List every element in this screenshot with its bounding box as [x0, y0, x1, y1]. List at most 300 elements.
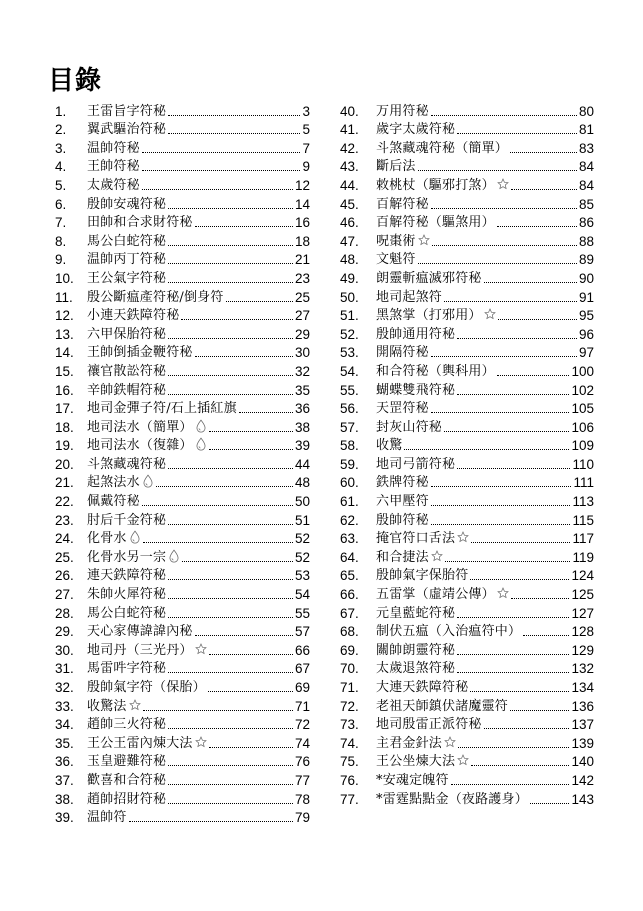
- entry-title: 殷帥氣字保胎符: [376, 568, 469, 584]
- dot-leader: [444, 301, 577, 302]
- entry-title: 斗煞藏魂符秘（簡單）: [376, 140, 509, 156]
- toc-entry[interactable]: [340, 121, 594, 140]
- dot-leader: [168, 208, 293, 209]
- toc-entry[interactable]: [340, 623, 594, 642]
- entry-number: 49.: [340, 270, 359, 286]
- entry-page-number: 72: [294, 717, 310, 733]
- toc-entry[interactable]: [55, 716, 310, 735]
- toc-entry[interactable]: [340, 548, 594, 567]
- toc-entry[interactable]: [55, 344, 310, 363]
- dot-leader: [129, 821, 293, 822]
- toc-entry[interactable]: [55, 660, 310, 679]
- toc-entry[interactable]: [340, 195, 594, 214]
- entry-title: 王公王雷內煉大法: [87, 735, 193, 751]
- toc-entry[interactable]: [340, 530, 594, 549]
- toc-entry[interactable]: [55, 251, 310, 270]
- entry-page-number: 27: [294, 308, 310, 324]
- dot-leader: [471, 765, 569, 766]
- toc-entry[interactable]: [340, 381, 594, 400]
- entry-title: 禳官散訟符秘: [87, 363, 167, 379]
- star-outline-icon: [457, 530, 469, 548]
- entry-number: 29.: [55, 624, 74, 640]
- entry-title: 連天鉄障符秘: [87, 568, 167, 584]
- entry-title: 百解符秘: [376, 196, 429, 212]
- toc-entry[interactable]: [55, 102, 310, 121]
- star-outline-icon: [195, 735, 207, 753]
- entry-title: 六甲保胎符秘: [87, 326, 167, 342]
- entry-number: 21.: [55, 475, 74, 491]
- entry-page-number: 106: [571, 419, 594, 435]
- toc-entry[interactable]: [55, 697, 310, 716]
- entry-title: 肘后千金符秘: [87, 512, 167, 528]
- dot-leader: [209, 654, 293, 655]
- dot-leader: [168, 617, 293, 618]
- toc-entry[interactable]: [340, 418, 594, 437]
- entry-number: 64.: [340, 549, 359, 565]
- entry-page-number: 91: [578, 289, 594, 305]
- toc-entry[interactable]: [55, 437, 310, 456]
- dot-leader: [195, 356, 293, 357]
- entry-page-number: 7: [302, 140, 310, 156]
- dot-leader: [431, 412, 570, 413]
- entry-number: 36.: [55, 754, 74, 770]
- star-outline-icon: [457, 753, 469, 771]
- entry-page-number: 9: [302, 159, 310, 175]
- toc-entry[interactable]: [55, 158, 310, 177]
- entry-page-number: 142: [571, 772, 594, 788]
- entry-page-number: 90: [578, 270, 594, 286]
- dot-leader: [457, 617, 569, 618]
- toc-entry[interactable]: [55, 548, 310, 567]
- dot-leader: [510, 710, 569, 711]
- toc-entry[interactable]: [340, 567, 594, 586]
- water-drop-icon: [168, 549, 180, 567]
- toc-entry[interactable]: [55, 771, 310, 790]
- toc-entry[interactable]: [55, 418, 310, 437]
- entry-page-number: 83: [578, 140, 594, 156]
- dot-leader: [471, 542, 570, 543]
- dot-leader: [445, 561, 571, 562]
- entry-number: 43.: [340, 159, 359, 175]
- star-outline-icon: [195, 642, 207, 660]
- entry-number: 46.: [340, 215, 359, 231]
- entry-title: 地司丹（三光丹）: [87, 642, 193, 658]
- entry-page-number: 119: [572, 549, 594, 565]
- entry-number: 5.: [55, 177, 67, 193]
- entry-page-number: 134: [571, 680, 594, 695]
- dot-leader: [404, 449, 569, 450]
- toc-entry[interactable]: [340, 660, 594, 679]
- entry-number: 23.: [55, 512, 74, 528]
- entry-number: 62.: [340, 512, 359, 528]
- entry-title: *安魂定魄符: [376, 772, 449, 788]
- entry-number: 63.: [340, 531, 359, 547]
- toc-entry[interactable]: [55, 753, 310, 772]
- entry-title: 斷后法: [376, 159, 416, 175]
- entry-title: 蝴蝶雙飛符秘: [376, 382, 456, 398]
- toc-entry[interactable]: [340, 716, 594, 735]
- entry-number: 8.: [55, 233, 67, 249]
- dot-leader: [168, 524, 293, 525]
- entry-page-number: 66: [294, 642, 310, 658]
- entry-page-number: 35: [294, 382, 310, 398]
- entry-title: 太歲退煞符秘: [376, 661, 456, 677]
- star-outline-icon: [418, 233, 430, 251]
- entry-number: 18.: [55, 419, 74, 435]
- toc-entry[interactable]: [340, 511, 594, 530]
- entry-title: 太歲符秘: [87, 177, 140, 193]
- entry-page-number: 69: [294, 680, 310, 695]
- dot-leader: [168, 115, 300, 116]
- entry-number: 42.: [340, 140, 359, 156]
- entry-number: 11.: [55, 289, 73, 305]
- entry-number: 53.: [340, 345, 359, 361]
- entry-page-number: 76: [294, 754, 310, 770]
- dot-leader: [168, 728, 293, 729]
- dot-leader: [484, 728, 570, 729]
- dot-leader: [168, 133, 300, 134]
- toc-entry[interactable]: [55, 809, 310, 828]
- entry-number: 68.: [340, 624, 359, 640]
- entry-title: 關帥朗靈符秘: [376, 642, 456, 658]
- toc-entry[interactable]: [340, 102, 594, 121]
- entry-page-number: 125: [571, 587, 594, 603]
- entry-title: 敕桃杖（驅邪打煞）: [376, 177, 495, 193]
- entry-title: 殷帥安魂符秘: [87, 196, 167, 212]
- entry-title: 老祖天師鎮伏諸魔靈符: [376, 698, 509, 714]
- dot-leader: [457, 133, 577, 134]
- toc-entry[interactable]: [55, 567, 310, 586]
- toc-entry[interactable]: [55, 288, 310, 307]
- toc-entry[interactable]: [55, 604, 310, 623]
- entry-page-number: 12: [294, 177, 310, 193]
- entry-page-number: 5: [302, 122, 310, 138]
- entry-number: 40.: [340, 103, 359, 119]
- entry-page-number: 50: [294, 494, 310, 510]
- entry-number: 6.: [55, 196, 67, 212]
- toc-entry[interactable]: [340, 232, 594, 251]
- entry-page-number: 32: [294, 363, 310, 379]
- dot-leader: [195, 226, 293, 227]
- entry-page-number: 95: [578, 308, 594, 324]
- entry-page-number: 36: [294, 401, 310, 417]
- toc-entry[interactable]: [55, 474, 310, 493]
- dot-leader: [457, 468, 570, 469]
- toc-entry[interactable]: [55, 641, 310, 660]
- dot-leader: [497, 226, 577, 227]
- dot-leader: [143, 542, 293, 543]
- dot-leader: [523, 635, 569, 636]
- entry-title: 制伏五瘟（入治瘟符中）: [376, 624, 522, 640]
- entry-number: 35.: [55, 735, 74, 751]
- entry-page-number: 52: [294, 549, 310, 565]
- toc-entry[interactable]: [55, 362, 310, 381]
- entry-page-number: 124: [571, 568, 594, 584]
- toc-entry[interactable]: [55, 232, 310, 251]
- entry-number: 38.: [55, 791, 74, 807]
- dot-leader: [168, 263, 293, 264]
- entry-page-number: 102: [571, 382, 594, 398]
- entry-title: 歲字太歲符秘: [376, 122, 456, 138]
- entry-page-number: 97: [578, 345, 594, 361]
- dot-leader: [431, 356, 577, 357]
- toc-entry[interactable]: [340, 176, 594, 195]
- entry-title: 温帥符秘: [87, 140, 140, 156]
- entry-number: 59.: [340, 456, 359, 472]
- dot-leader: [209, 449, 293, 450]
- entry-number: 52.: [340, 326, 359, 342]
- toc-entry[interactable]: [340, 139, 594, 158]
- toc-entry[interactable]: [55, 214, 310, 233]
- dot-leader: [168, 784, 293, 785]
- dot-leader: [156, 486, 293, 487]
- entry-title: 收驚: [376, 438, 403, 454]
- entry-page-number: 137: [571, 717, 594, 733]
- entry-page-number: 127: [571, 605, 594, 621]
- dot-leader: [168, 245, 293, 246]
- toc-entry[interactable]: [340, 251, 594, 270]
- entry-title: 王公坐煉大法: [376, 754, 456, 770]
- star-outline-icon: [444, 735, 456, 753]
- toc-entry[interactable]: [55, 530, 310, 549]
- star-outline-icon: [497, 177, 509, 195]
- entry-number: 50.: [340, 289, 359, 305]
- entry-title: 翼武驅治符秘: [87, 122, 167, 138]
- toc-entry[interactable]: [55, 400, 310, 419]
- toc-entry[interactable]: [340, 697, 594, 716]
- dot-leader: [168, 394, 293, 395]
- dot-leader: [457, 338, 577, 339]
- entry-page-number: 84: [578, 177, 594, 193]
- entry-number: 41.: [340, 122, 359, 138]
- entry-page-number: 39: [294, 438, 310, 454]
- entry-page-number: 44: [294, 456, 310, 472]
- entry-number: 55.: [340, 382, 359, 398]
- entry-title: 地司起煞符: [376, 289, 443, 305]
- toc-entry[interactable]: [340, 604, 594, 623]
- dot-leader: [168, 468, 293, 469]
- entry-page-number: 143: [571, 791, 594, 807]
- toc-entry[interactable]: [340, 288, 594, 307]
- entry-title: 佩戴符秘: [87, 494, 140, 510]
- entry-number: 34.: [55, 717, 74, 733]
- toc-entry[interactable]: [340, 214, 594, 233]
- entry-page-number: 89: [578, 252, 594, 268]
- dot-leader: [530, 803, 570, 804]
- dot-leader: [432, 245, 577, 246]
- entry-title: 地司弓箭符秘: [376, 456, 456, 472]
- toc-entry[interactable]: [55, 455, 310, 474]
- entry-number: 54.: [340, 363, 359, 379]
- entry-title: 化骨水: [87, 531, 127, 547]
- entry-title: 殷帥氣字符（保胎）: [87, 680, 206, 695]
- dot-leader: [431, 505, 571, 506]
- entry-page-number: 14: [294, 196, 310, 212]
- entry-page-number: 85: [578, 196, 594, 212]
- entry-title: 斗煞藏魂符秘: [87, 456, 167, 472]
- entry-title: 主君金針法: [376, 735, 443, 751]
- water-drop-icon: [195, 437, 207, 455]
- toc-right-column: [340, 102, 594, 809]
- entry-page-number: 105: [571, 401, 594, 417]
- toc-entry[interactable]: [340, 753, 594, 772]
- entry-page-number: 38: [294, 419, 310, 435]
- entry-number: 1.: [55, 103, 67, 119]
- toc-entry[interactable]: [55, 139, 310, 158]
- entry-page-number: 88: [578, 233, 594, 249]
- entry-number: 77.: [340, 791, 359, 807]
- entry-number: 70.: [340, 661, 359, 677]
- entry-page-number: 29: [294, 326, 310, 342]
- entry-title: 地司法水（簡單）: [87, 419, 193, 435]
- toc-entry[interactable]: [55, 623, 310, 642]
- toc-entry[interactable]: [340, 307, 594, 326]
- toc-entry[interactable]: [340, 158, 594, 177]
- entry-page-number: 128: [571, 624, 594, 640]
- toc-entry[interactable]: [55, 511, 310, 530]
- entry-page-number: 78: [294, 791, 310, 807]
- toc-entry[interactable]: [340, 269, 594, 288]
- entry-number: 60.: [340, 475, 359, 491]
- entry-title: 馬公白蛇符秘: [87, 233, 167, 249]
- entry-title: 殷帥符秘: [376, 512, 429, 528]
- water-drop-icon: [195, 419, 207, 437]
- entry-page-number: 86: [578, 215, 594, 231]
- entry-number: 27.: [55, 587, 74, 603]
- entry-number: 37.: [55, 772, 74, 788]
- entry-number: 19.: [55, 438, 74, 454]
- dot-leader: [168, 803, 293, 804]
- entry-title: 天心家傳諱諱內秘: [87, 624, 193, 640]
- toc-entry[interactable]: [340, 362, 594, 381]
- entry-number: 75.: [340, 754, 359, 770]
- entry-page-number: 111: [573, 475, 594, 491]
- entry-number: 24.: [55, 531, 74, 547]
- entry-number: 45.: [340, 196, 359, 212]
- entry-number: 31.: [55, 661, 74, 677]
- toc-entry[interactable]: [340, 492, 594, 511]
- toc-entry[interactable]: [55, 678, 310, 697]
- toc-entry[interactable]: [340, 437, 594, 456]
- entry-page-number: 21: [294, 252, 310, 268]
- dot-leader: [168, 282, 293, 283]
- entry-title: 小連天鉄障符秘: [87, 308, 180, 324]
- dot-leader: [457, 394, 569, 395]
- entry-page-number: 132: [571, 661, 594, 677]
- toc-entry[interactable]: [340, 790, 594, 809]
- page-title: 目錄: [48, 66, 103, 96]
- entry-page-number: 55: [294, 605, 310, 621]
- dot-leader: [511, 598, 570, 599]
- entry-page-number: 79: [294, 810, 310, 826]
- entry-title: 趙帥招財符秘: [87, 791, 167, 807]
- toc-entry[interactable]: [340, 344, 594, 363]
- entry-title: 地司殷雷正派符秘: [376, 717, 482, 733]
- toc-entry[interactable]: [55, 176, 310, 195]
- dot-leader: [451, 784, 570, 785]
- toc-entry[interactable]: [55, 381, 310, 400]
- toc-entry[interactable]: [340, 325, 594, 344]
- entry-number: 17.: [55, 401, 74, 417]
- toc-entry[interactable]: [340, 474, 594, 493]
- dot-leader: [431, 208, 577, 209]
- entry-number: 66.: [340, 587, 359, 603]
- toc-entry[interactable]: [55, 195, 310, 214]
- entry-number: 58.: [340, 438, 359, 454]
- toc-entry[interactable]: [340, 734, 594, 753]
- entry-page-number: 129: [571, 642, 594, 658]
- entry-page-number: 51: [294, 512, 310, 528]
- entry-number: 15.: [55, 363, 74, 379]
- dot-leader: [226, 301, 293, 302]
- entry-page-number: 96: [578, 326, 594, 342]
- dot-leader: [209, 431, 293, 432]
- entry-page-number: 3: [302, 103, 310, 119]
- entry-title: 黑煞掌（打邪用）: [376, 308, 482, 324]
- toc-entry[interactable]: [340, 678, 594, 697]
- entry-number: 33.: [55, 698, 74, 714]
- toc-entry[interactable]: [55, 307, 310, 326]
- entry-page-number: 136: [571, 698, 594, 714]
- entry-title: *雷霆點點金（夜路護身）: [376, 791, 528, 807]
- toc-entry[interactable]: [340, 585, 594, 604]
- entry-title: 文魁符: [376, 252, 416, 268]
- dot-leader: [511, 189, 577, 190]
- entry-title: 天罡符秘: [376, 401, 429, 417]
- entry-title: 收驚法: [87, 698, 127, 714]
- dot-leader: [497, 375, 570, 376]
- dot-leader: [498, 319, 577, 320]
- entry-number: 61.: [340, 494, 359, 510]
- dot-leader: [142, 152, 301, 153]
- entry-number: 3.: [55, 140, 67, 156]
- toc-entry[interactable]: [340, 455, 594, 474]
- entry-number: 56.: [340, 401, 359, 417]
- entry-title: 開隔符秘: [376, 345, 429, 361]
- entry-number: 73.: [340, 717, 359, 733]
- dot-leader: [142, 189, 293, 190]
- toc-entry[interactable]: [340, 771, 594, 790]
- toc-entry[interactable]: [55, 121, 310, 140]
- dot-leader: [168, 579, 293, 580]
- dot-leader: [181, 319, 293, 320]
- toc-entry[interactable]: [340, 641, 594, 660]
- toc-entry[interactable]: [55, 734, 310, 753]
- entry-title: 温帥丙丁符秘: [87, 252, 167, 268]
- toc-entry[interactable]: [55, 492, 310, 511]
- toc-entry[interactable]: [55, 269, 310, 288]
- star-outline-icon: [431, 549, 443, 567]
- entry-title: 殷帥通用符秘: [376, 326, 456, 342]
- entry-number: 10.: [55, 270, 74, 286]
- entry-number: 2.: [55, 122, 67, 138]
- entry-title: 田帥和合求財符秘: [87, 215, 193, 231]
- entry-title: 王帥符秘: [87, 159, 140, 175]
- toc-entry[interactable]: [55, 790, 310, 809]
- toc-entry[interactable]: [55, 585, 310, 604]
- entry-page-number: 57: [294, 624, 310, 640]
- toc-entry[interactable]: [340, 400, 594, 419]
- entry-title: 元皇藍蛇符秘: [376, 605, 456, 621]
- entry-page-number: 18: [294, 233, 310, 249]
- toc-entry[interactable]: [55, 325, 310, 344]
- entry-number: 22.: [55, 494, 74, 510]
- entry-title: 温帥符: [87, 810, 127, 826]
- entry-page-number: 100: [571, 363, 594, 379]
- entry-title: 五雷掌（虛靖公傳）: [376, 587, 495, 603]
- entry-number: 26.: [55, 568, 74, 584]
- dot-leader: [470, 691, 569, 692]
